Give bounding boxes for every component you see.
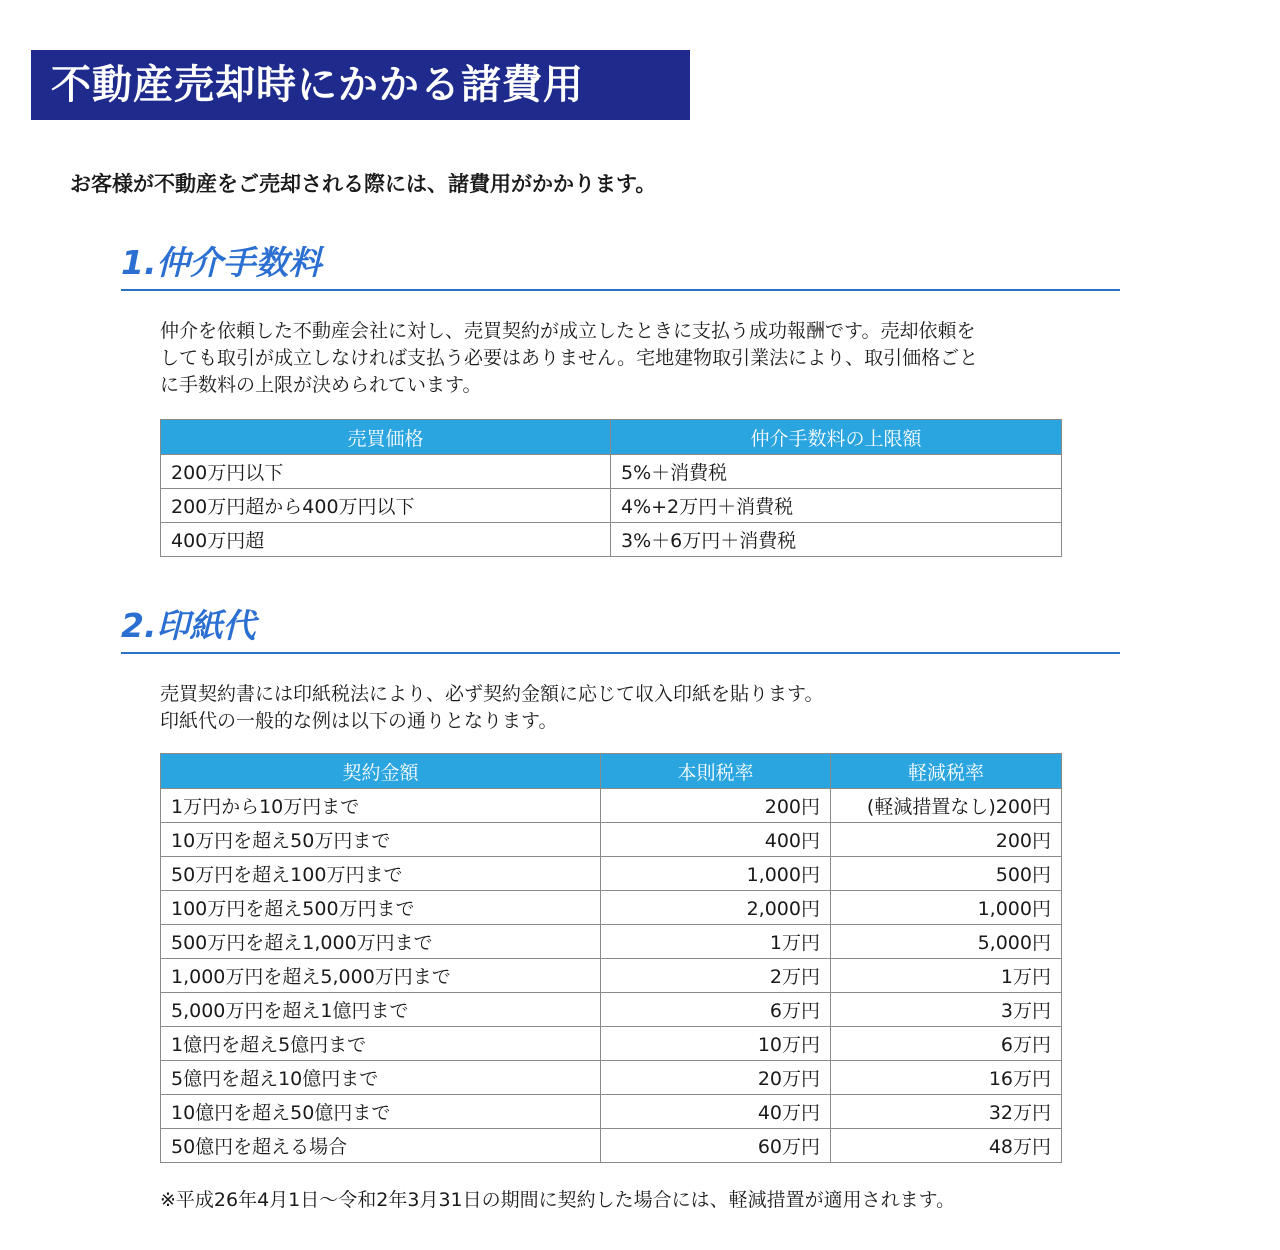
table-cell: 40万円 bbox=[601, 1095, 831, 1129]
page-title: 不動産売却時にかかる諸費用 bbox=[31, 50, 690, 120]
table-row bbox=[161, 789, 1062, 823]
table-cell: 1,000万円を超え5,000万円まで bbox=[161, 959, 601, 993]
table-cell: 5%＋消費税 bbox=[611, 455, 1062, 489]
table-cell: 500円 bbox=[831, 857, 1062, 891]
paragraph-line: しても取引が成立しなければ支払う必要はありません。宅地建物取引業法により、取引価格ごと bbox=[160, 347, 979, 369]
footnote: ※平成26年4月1日～令和2年3月31日の期間に契約した場合には、軽減措置が適用されます。 bbox=[160, 1189, 956, 1211]
table-cell: 1万円から10万円まで bbox=[161, 789, 601, 823]
table-cell: 5,000万円を超え1億円まで bbox=[161, 993, 601, 1027]
paragraph-line: 印紙代の一般的な例は以下の通りとなります。 bbox=[160, 710, 558, 732]
table-row bbox=[161, 455, 1062, 489]
table-row bbox=[161, 993, 1062, 1027]
column-header-contract-amount: 契約金額 bbox=[161, 754, 601, 789]
table-row bbox=[161, 925, 1062, 959]
stamp-duty-description bbox=[160, 681, 1120, 735]
column-header-fee-cap: 仲介手数料の上限額 bbox=[611, 420, 1062, 455]
table-cell: 200円 bbox=[831, 823, 1062, 857]
table-row bbox=[161, 489, 1062, 523]
table-cell: 400万円超 bbox=[161, 523, 611, 557]
column-header-standard-rate: 本則税率 bbox=[601, 754, 831, 789]
table-cell: (軽減措置なし)200円 bbox=[831, 789, 1062, 823]
table-cell: 3万円 bbox=[831, 993, 1062, 1027]
table-cell: 50万円を超え100万円まで bbox=[161, 857, 601, 891]
table-cell: 1万円 bbox=[831, 959, 1062, 993]
table-cell: 10億円を超え50億円まで bbox=[161, 1095, 601, 1129]
table-cell: 1万円 bbox=[601, 925, 831, 959]
table-row bbox=[161, 823, 1062, 857]
table-cell: 6万円 bbox=[601, 993, 831, 1027]
section-heading-stamp-duty: 2.印紙代 bbox=[121, 604, 1120, 654]
table-row bbox=[161, 1061, 1062, 1095]
intro-text: お客様が不動産をご売却される際には、諸費用がかかります。 bbox=[70, 172, 657, 196]
table-cell: 1,000円 bbox=[601, 857, 831, 891]
table-row bbox=[161, 1027, 1062, 1061]
paragraph-line: 仲介を依頼した不動産会社に対し、売買契約が成立したときに支払う成功報酬です。売却依頼を bbox=[160, 320, 976, 342]
table-cell: 10万円 bbox=[601, 1027, 831, 1061]
table-cell: 200円 bbox=[601, 789, 831, 823]
table-cell: 4%+2万円＋消費税 bbox=[611, 489, 1062, 523]
section-heading-brokerage-fee: 1.仲介手数料 bbox=[121, 241, 1120, 291]
table-row bbox=[161, 959, 1062, 993]
column-header-reduced-rate: 軽減税率 bbox=[831, 754, 1062, 789]
table-header-row bbox=[161, 754, 1062, 789]
table-cell: 3%＋6万円＋消費税 bbox=[611, 523, 1062, 557]
table-row bbox=[161, 857, 1062, 891]
table-cell: 400円 bbox=[601, 823, 831, 857]
table-cell: 2,000円 bbox=[601, 891, 831, 925]
table-cell: 16万円 bbox=[831, 1061, 1062, 1095]
table-header-row bbox=[161, 420, 1062, 455]
table-cell: 48万円 bbox=[831, 1129, 1062, 1163]
table-row bbox=[161, 1095, 1062, 1129]
table-cell: 200万円超から400万円以下 bbox=[161, 489, 611, 523]
table-cell: 2万円 bbox=[601, 959, 831, 993]
table-cell: 100万円を超え500万円まで bbox=[161, 891, 601, 925]
table-cell: 1億円を超え5億円まで bbox=[161, 1027, 601, 1061]
table-cell: 500万円を超え1,000万円まで bbox=[161, 925, 601, 959]
table-cell: 5億円を超え10億円まで bbox=[161, 1061, 601, 1095]
table-cell: 10万円を超え50万円まで bbox=[161, 823, 601, 857]
table-cell: 6万円 bbox=[831, 1027, 1062, 1061]
brokerage-fee-table bbox=[160, 419, 1062, 557]
table-cell: 20万円 bbox=[601, 1061, 831, 1095]
table-row bbox=[161, 523, 1062, 557]
paragraph-line: に手数料の上限が決められています。 bbox=[160, 374, 482, 396]
table-row bbox=[161, 891, 1062, 925]
table-cell: 5,000円 bbox=[831, 925, 1062, 959]
paragraph-line: 売買契約書には印紙税法により、必ず契約金額に応じて収入印紙を貼ります。 bbox=[160, 683, 824, 705]
table-cell: 1,000円 bbox=[831, 891, 1062, 925]
table-row bbox=[161, 1129, 1062, 1163]
table-cell: 32万円 bbox=[831, 1095, 1062, 1129]
table-cell: 50億円を超える場合 bbox=[161, 1129, 601, 1163]
table-cell: 60万円 bbox=[601, 1129, 831, 1163]
stamp-duty-table bbox=[160, 753, 1062, 1163]
column-header-sale-price: 売買価格 bbox=[161, 420, 611, 455]
table-cell: 200万円以下 bbox=[161, 455, 611, 489]
brokerage-fee-description bbox=[160, 318, 1120, 399]
